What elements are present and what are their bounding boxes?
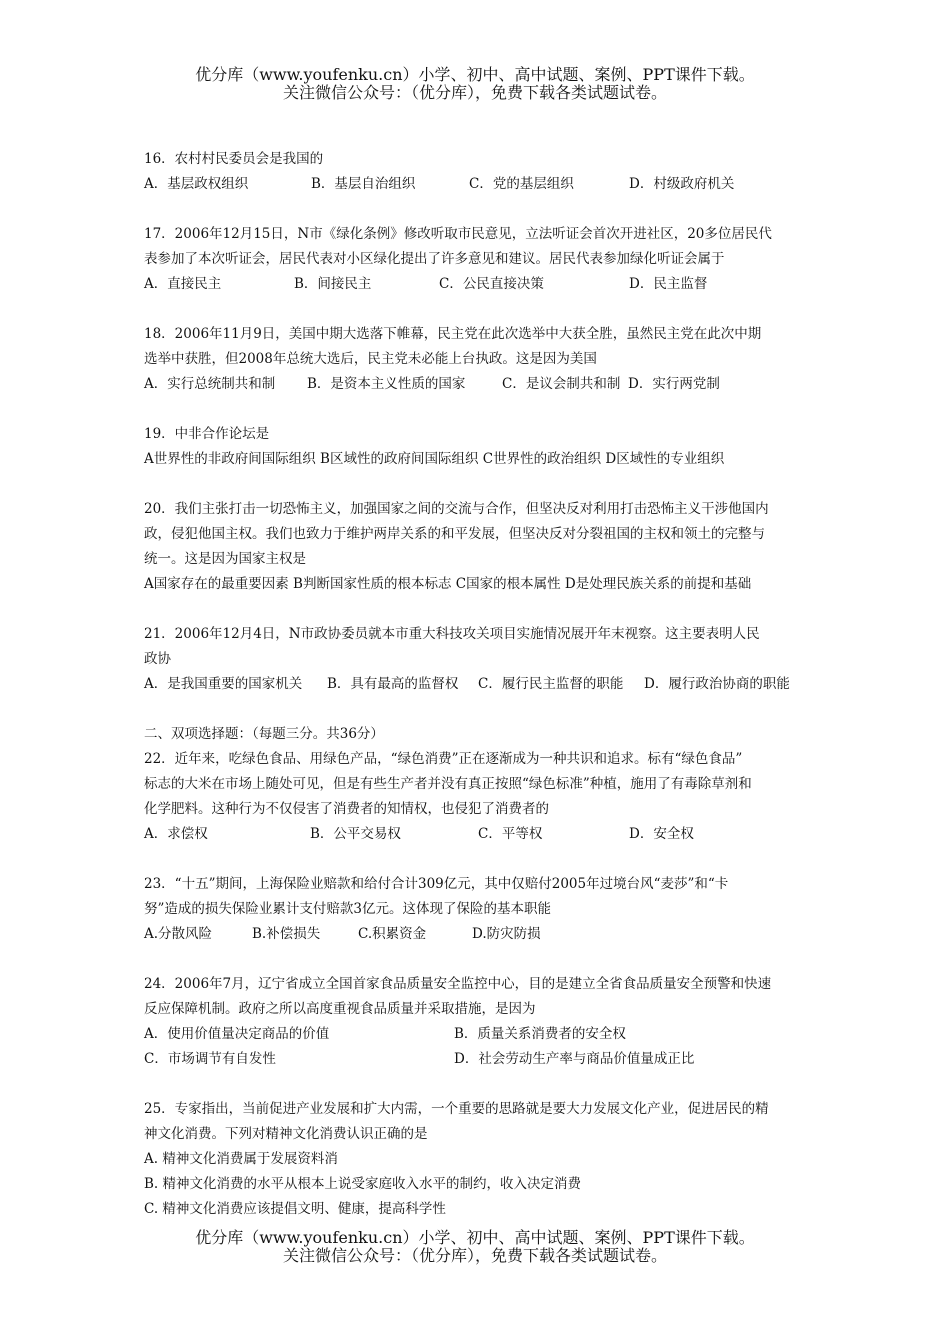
option-b: B. 精神文化消费的水平从根本上说受家庭收入水平的制约，收入决定消费: [144, 1176, 582, 1192]
option-b: B．公平交易权: [310, 826, 401, 842]
question-line: 政协: [144, 651, 171, 667]
option-c: C.积累资金: [358, 926, 427, 942]
options-grid: [144, 1022, 816, 1072]
option-c: C. 精神文化消费应该提倡文明、健康，提高科学性: [144, 1201, 446, 1217]
footer-line-1: 优分库（www.youfenku.cn）小学、初中、高中试题、案例、PPT课件下载。: [195, 1228, 755, 1247]
question-line: 标志的大米在市场上随处可见，但是有些生产者并没有真正按照“绿色标准”种植，施用了有毒除草剂和: [144, 776, 752, 792]
question-line: 政，侵犯他国主权。我们也致力于维护两岸关系的和平发展，但坚决反对分裂祖国的主权和领土的完整与: [144, 526, 765, 542]
question-22: [144, 747, 816, 847]
section-heading: 二、双项选择题：（每题三分。共36分）: [144, 726, 384, 742]
option-b: B.补偿损失: [252, 926, 321, 942]
question-line: 反应保障机制。政府之所以高度重视食品质量并采取措施，是因为: [144, 1001, 536, 1017]
options-row: [144, 272, 816, 297]
option-a: A．求偿权: [144, 826, 208, 842]
option-c: C．平等权: [478, 826, 543, 842]
options-line: A国家存在的最重要因素 B判断国家性质的根本标志 C国家的根本属性 D是处理民族关系的前提和基础: [144, 576, 752, 592]
footer-banner: [0, 1229, 950, 1265]
question-line: 22．近年来，吃绿色食品、用绿色产品，“绿色消费”正在逐渐成为一种共识和追求。标有“绿色食品”: [144, 751, 743, 767]
option-a: A.分散风险: [144, 926, 213, 942]
options-line: A世界性的非政府间国际组织 B区域性的政府间国际组织 C世界性的政治组织 D区域性的专业组织: [144, 451, 725, 467]
question-line: 24．2006年7月，辽宁省成立全国首家食品质量安全监控中心，目的是建立全省食品质量安全预警和快速: [144, 976, 772, 992]
option-a: A．实行总统制共和制: [144, 376, 276, 392]
question-line: 23．“十五”期间，上海保险业赔款和给付合计309亿元，其中仅赔付2005年过境台风“麦莎”和“卡: [144, 876, 729, 892]
options-row: [144, 822, 816, 847]
option-c: C．公民直接决策: [439, 276, 544, 292]
options-row: [144, 672, 816, 697]
options-row: [144, 372, 816, 397]
option-d: D.防灾防损: [472, 926, 541, 942]
question-18: [144, 322, 816, 397]
option-b: B．间接民主: [294, 276, 372, 292]
question-stem: 16．农村村民委员会是我国的: [144, 151, 324, 167]
options-row: [144, 172, 816, 197]
question-23: [144, 872, 816, 947]
footer-line-2: 关注微信公众号：（优分库），免费下载各类试题试卷。: [282, 1246, 667, 1265]
option-b: B．具有最高的监督权: [327, 676, 459, 692]
option-a: A．基层政权组织: [144, 176, 249, 192]
question-21: [144, 622, 816, 697]
header-line-2: 关注微信公众号：（优分库），免费下载各类试题试卷。: [282, 83, 667, 102]
question-line: 17．2006年12月15日，N市《绿化条例》修改听取市民意见，立法听证会首次开进社区，20多位居民代: [144, 226, 772, 242]
question-24: [144, 972, 816, 1072]
question-line: 神文化消费。下列对精神文化消费认识正确的是: [144, 1126, 428, 1142]
option-b: B．是资本主义性质的国家: [307, 376, 466, 392]
option-b: B．质量关系消费者的安全权: [454, 1026, 626, 1042]
exam-content: [144, 147, 816, 1247]
question-16: [144, 147, 816, 197]
option-a: A. 精神文化消费属于发展资料消: [144, 1151, 338, 1167]
question-20: [144, 497, 816, 597]
option-c: C．市场调节有自发性: [144, 1051, 276, 1067]
option-d: D．社会劳动生产率与商品价值量成正比: [454, 1051, 695, 1067]
option-d: D．民主监督: [629, 276, 708, 292]
option-d: D．履行政治协商的职能: [644, 676, 790, 692]
question-line: 20．我们主张打击一切恐怖主义，加强国家之间的交流与合作，但坚决反对利用打击恐怖主义干涉他国内: [144, 501, 769, 517]
option-a: A．使用价值量决定商品的价值: [144, 1026, 330, 1042]
question-line: 18．2006年11月9日，美国中期大选落下帷幕，民主党在此次选举中大获全胜，虽然民主党在此次中期: [144, 326, 762, 342]
header-line-1: 优分库（www.youfenku.cn）小学、初中、高中试题、案例、PPT课件下载。: [195, 65, 755, 84]
question-line: 努”造成的损失保险业累计支付赔款3亿元。这体现了保险的基本职能: [144, 901, 551, 917]
option-d: D．村级政府机关: [629, 176, 735, 192]
option-c: C．党的基层组织: [469, 176, 574, 192]
question-line: 21．2006年12月4日，N市政协委员就本市重大科技攻关项目实施情况展开年末视察。这主要表明人民: [144, 626, 760, 642]
option-b: B．基层自治组织: [311, 176, 416, 192]
question-line: 化学肥料。这种行为不仅侵害了消费者的知情权，也侵犯了消费者的: [144, 801, 549, 817]
question-line: 表参加了本次听证会，居民代表对小区绿化提出了许多意见和建议。居民代表参加绿化听证会属于: [144, 251, 725, 267]
option-a: A．是我国重要的国家机关: [144, 676, 303, 692]
question-25: [144, 1097, 816, 1222]
question-19: [144, 422, 816, 472]
question-line: 统一。这是因为国家主权是: [144, 551, 306, 567]
option-a: A．直接民主: [144, 276, 222, 292]
option-d: D．安全权: [629, 826, 694, 842]
question-17: [144, 222, 816, 297]
question-stem: 19．中非合作论坛是: [144, 426, 270, 442]
options-row: [144, 922, 816, 947]
header-banner: [0, 66, 950, 102]
question-line: 选举中获胜，但2008年总统大选后，民主党未必能上台执政。这是因为美国: [144, 351, 597, 367]
option-c: C．履行民主监督的职能: [478, 676, 624, 692]
option-c: C．是议会制共和制: [502, 376, 621, 392]
question-line: 25．专家指出，当前促进产业发展和扩大内需，一个重要的思路就是要大力发展文化产业，促进居民的精: [144, 1101, 769, 1117]
option-d: D．实行两党制: [628, 376, 720, 392]
